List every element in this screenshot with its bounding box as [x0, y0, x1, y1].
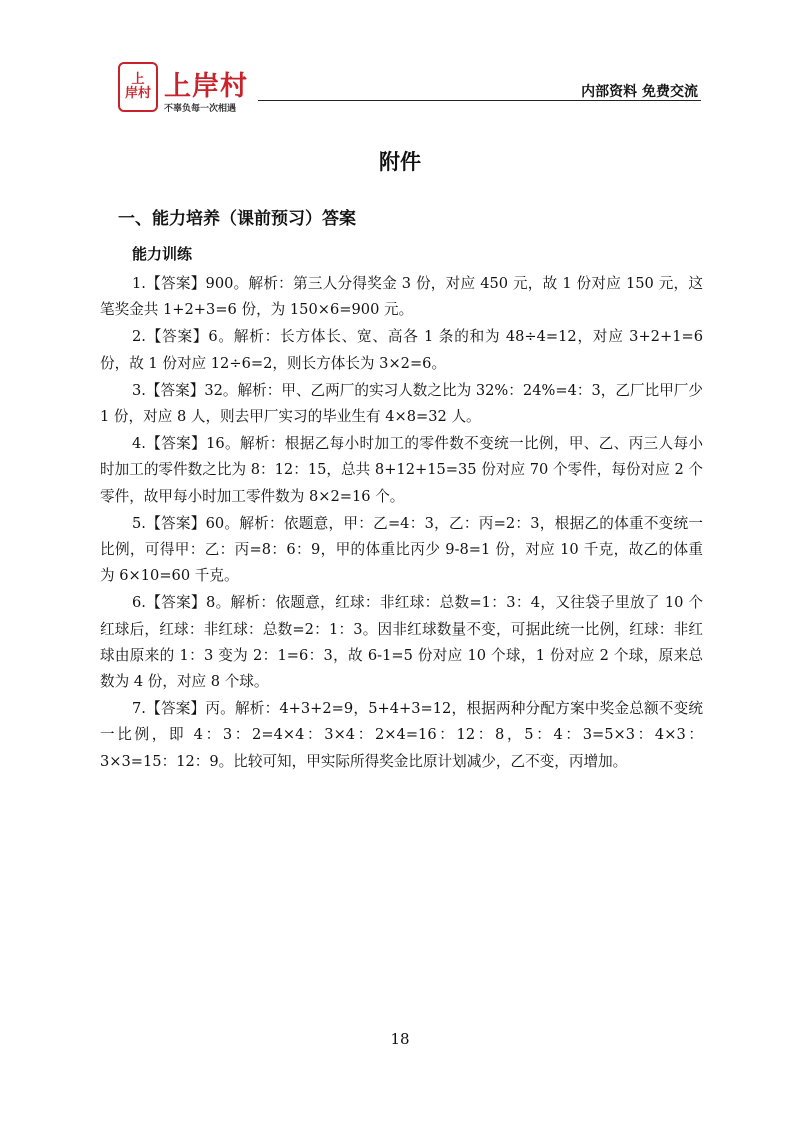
- answer-item-6: 6.【答案】8。解析：依题意，红球：非红球：总数=1：3：4，又往袋子里放了 10 个红球后，红球：非红球：总数=2：1：3。因非红球数量不变，可据此统一比例，红球：非红球由原来的 1：3 变为 2：1=6：3，故 6-1=5 份对应 10 个球，1 份对应 2 个球，原来总数为 4 份，对应 8 个球。: [100, 594, 703, 691]
- page-number: 18: [390, 1030, 410, 1048]
- answer-item-3: 3.【答案】32。解析：甲、乙两厂的实习人数之比为 32%：24%=4：3，乙厂比甲厂少 1 份，对应 8 人，则去甲厂实习的毕业生有 4×8=32 人。: [100, 381, 703, 426]
- logo-seal-char-2: 岸村: [124, 86, 151, 101]
- answer-item-7: 7.【答案】丙。解析：4+3+2=9，5+4+3=12，根据两种分配方案中奖金总额不变统一比例，即 4：3：2=4×4：3×4：2×4=16：12：8，5：4：3=5×3：4×3：3×3=15：12：9。比较可知，甲实际所得奖金比原计划减少，乙不变，丙增加。: [100, 700, 703, 770]
- header-divider: [258, 100, 701, 101]
- header-note: 内部资料 免费交流: [581, 84, 698, 100]
- section-heading: 一、能力培养（课前预习）答案: [118, 209, 356, 229]
- answer-item-4: 4.【答案】16。解析：根据乙每小时加工的零件数不变统一比例，甲、乙、丙三人每小时加工的零件数之比为 8：12：15，总共 8+12+15=35 份对应 70 个零件，每份对应 2 个零件，故甲每小时加工零件数为 8×2=16 个。: [100, 435, 703, 505]
- answer-item-5: 5.【答案】60。解析：依题意，甲：乙=4：3，乙：丙=2：3，根据乙的体重不变统一比例，可得甲：乙：丙=8：6：9，甲的体重比丙少 9-8=1 份，对应 10 千克，故乙的体重为 6×10=60 千克。: [100, 514, 703, 585]
- logo-seal-char-1: 上: [131, 72, 145, 87]
- answer-item-1: 1.【答案】900。解析：第三人分得奖金 3 份，对应 450 元，故 1 份对应 150 元，这笔奖金共 1+2+3=6 份，为 150×6=900 元。: [100, 275, 703, 319]
- answer-list: [100, 271, 703, 776]
- answer-item-2: 2.【答案】6。解析：长方体长、宽、高各 1 条的和为 48÷4=12，对应 3+2+1=6 份，故 1 份对应 12÷6=2，则长方体长为 3×2=6。: [100, 328, 703, 372]
- logo-seal: [118, 62, 158, 112]
- logo-name: 上岸村: [164, 71, 248, 102]
- logo-slogan: 不辜负每一次相遇: [164, 104, 237, 114]
- page-title: 附件: [379, 150, 421, 174]
- subheading: 能力训练: [132, 245, 193, 263]
